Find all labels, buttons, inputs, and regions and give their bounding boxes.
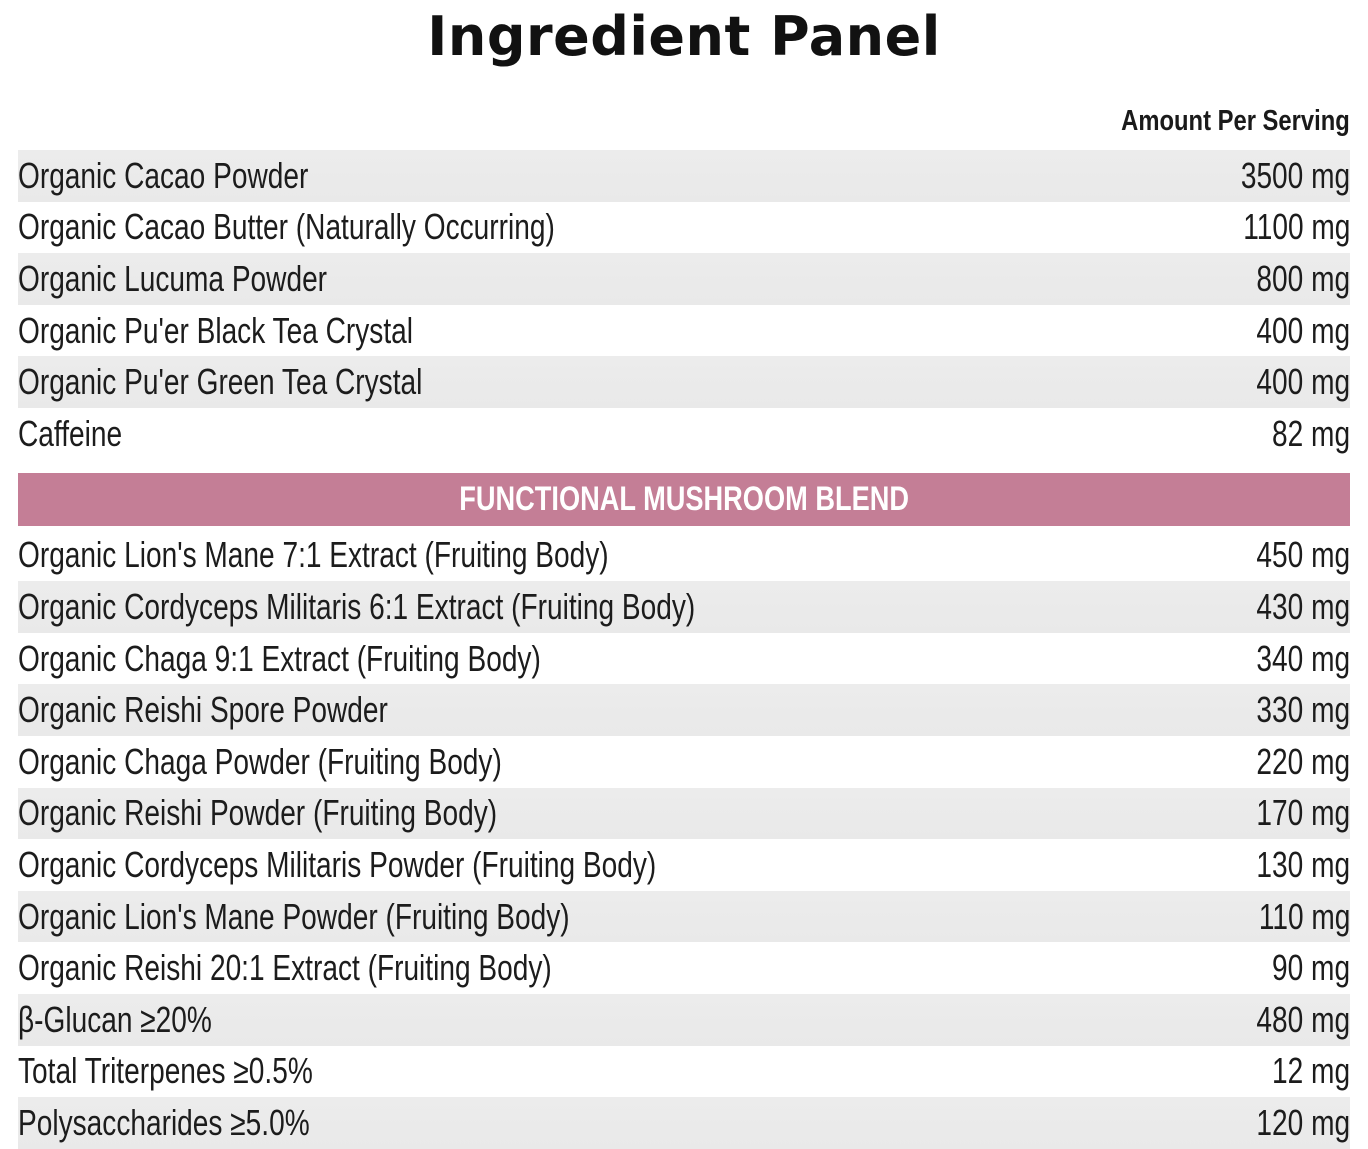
blend-ingredient-name: Polysaccharides ≥5.0% — [18, 1101, 310, 1143]
blend-row — [18, 788, 1350, 840]
blend-ingredient-name: Total Triterpenes ≥0.5% — [18, 1050, 313, 1092]
ingredient-row — [18, 202, 1350, 254]
blend-ingredient-name: Organic Reishi Spore Powder — [18, 689, 388, 731]
blend-ingredient-name: Organic Reishi Powder (Fruiting Body) — [18, 792, 498, 834]
ingredient-amount: 1100 mg — [1242, 206, 1350, 248]
blend-row — [18, 1046, 1350, 1098]
blend-ingredient-amount: 110 mg — [1258, 895, 1350, 937]
blend-ingredient-amount: 12 mg — [1271, 1050, 1350, 1092]
ingredient-name: Organic Lucuma Powder — [18, 257, 328, 299]
blend-ingredient-amount: 450 mg — [1256, 534, 1350, 576]
ingredient-name: Organic Cacao Powder — [18, 154, 309, 196]
blend-row — [18, 530, 1350, 582]
ingredient-row — [18, 253, 1350, 305]
blend-ingredient-amount: 120 mg — [1256, 1101, 1350, 1143]
blend-ingredient-name: Organic Reishi 20:1 Extract (Fruiting Body) — [18, 947, 552, 989]
ingredient-amount: 400 mg — [1256, 361, 1350, 403]
blend-ingredient-amount: 130 mg — [1256, 843, 1350, 885]
ingredient-name: Organic Cacao Butter (Naturally Occurring) — [18, 206, 555, 248]
blend-ingredient-name: β-Glucan ≥20% — [18, 998, 212, 1040]
mushroom-blend-header — [18, 473, 1350, 526]
blend-ingredient-amount: 340 mg — [1256, 637, 1350, 679]
blend-list — [18, 530, 1350, 1149]
ingredient-row — [18, 408, 1350, 460]
ingredient-row — [18, 150, 1350, 202]
ingredient-list — [18, 150, 1350, 460]
blend-row — [18, 839, 1350, 891]
ingredient-row — [18, 356, 1350, 408]
blend-ingredient-name: Organic Chaga Powder (Fruiting Body) — [18, 740, 502, 782]
blend-row — [18, 942, 1350, 994]
ingredient-amount: 800 mg — [1256, 257, 1350, 299]
ingredient-name: Organic Pu'er Black Tea Crystal — [18, 309, 414, 351]
ingredient-amount: 400 mg — [1256, 309, 1350, 351]
blend-ingredient-name: Organic Lion's Mane 7:1 Extract (Fruiting Body) — [18, 534, 609, 576]
blend-ingredient-name: Organic Chaga 9:1 Extract (Fruiting Body) — [18, 637, 541, 679]
blend-ingredient-amount: 330 mg — [1256, 689, 1350, 731]
amount-column-header: Amount Per Serving — [1121, 105, 1350, 137]
ingredient-name: Organic Pu'er Green Tea Crystal — [18, 361, 423, 403]
blend-row — [18, 994, 1350, 1046]
blend-ingredient-amount: 480 mg — [1256, 998, 1350, 1040]
blend-row — [18, 684, 1350, 736]
blend-ingredient-amount: 90 mg — [1271, 947, 1350, 989]
blend-ingredient-amount: 170 mg — [1256, 792, 1350, 834]
blend-ingredient-name: Organic Lion's Mane Powder (Fruiting Body) — [18, 895, 570, 937]
ingredient-amount: 3500 mg — [1240, 154, 1350, 196]
blend-row — [18, 581, 1350, 633]
ingredient-row — [18, 305, 1350, 357]
blend-row — [18, 1097, 1350, 1149]
mushroom-blend-title: FUNCTIONAL MUSHROOM BLEND — [459, 479, 909, 518]
ingredient-panel — [18, 150, 1350, 1149]
blend-ingredient-amount: 430 mg — [1256, 585, 1350, 627]
ingredient-amount: 82 mg — [1271, 412, 1350, 454]
page-title: Ingredient Panel — [427, 5, 941, 68]
blend-row — [18, 891, 1350, 943]
blend-row — [18, 633, 1350, 685]
blend-ingredient-amount: 220 mg — [1256, 740, 1350, 782]
ingredient-name: Caffeine — [18, 412, 123, 454]
blend-ingredient-name: Organic Cordyceps Militaris Powder (Fruiting Body) — [18, 843, 657, 885]
blend-row — [18, 736, 1350, 788]
blend-ingredient-name: Organic Cordyceps Militaris 6:1 Extract (Fruiting Body) — [18, 585, 696, 627]
